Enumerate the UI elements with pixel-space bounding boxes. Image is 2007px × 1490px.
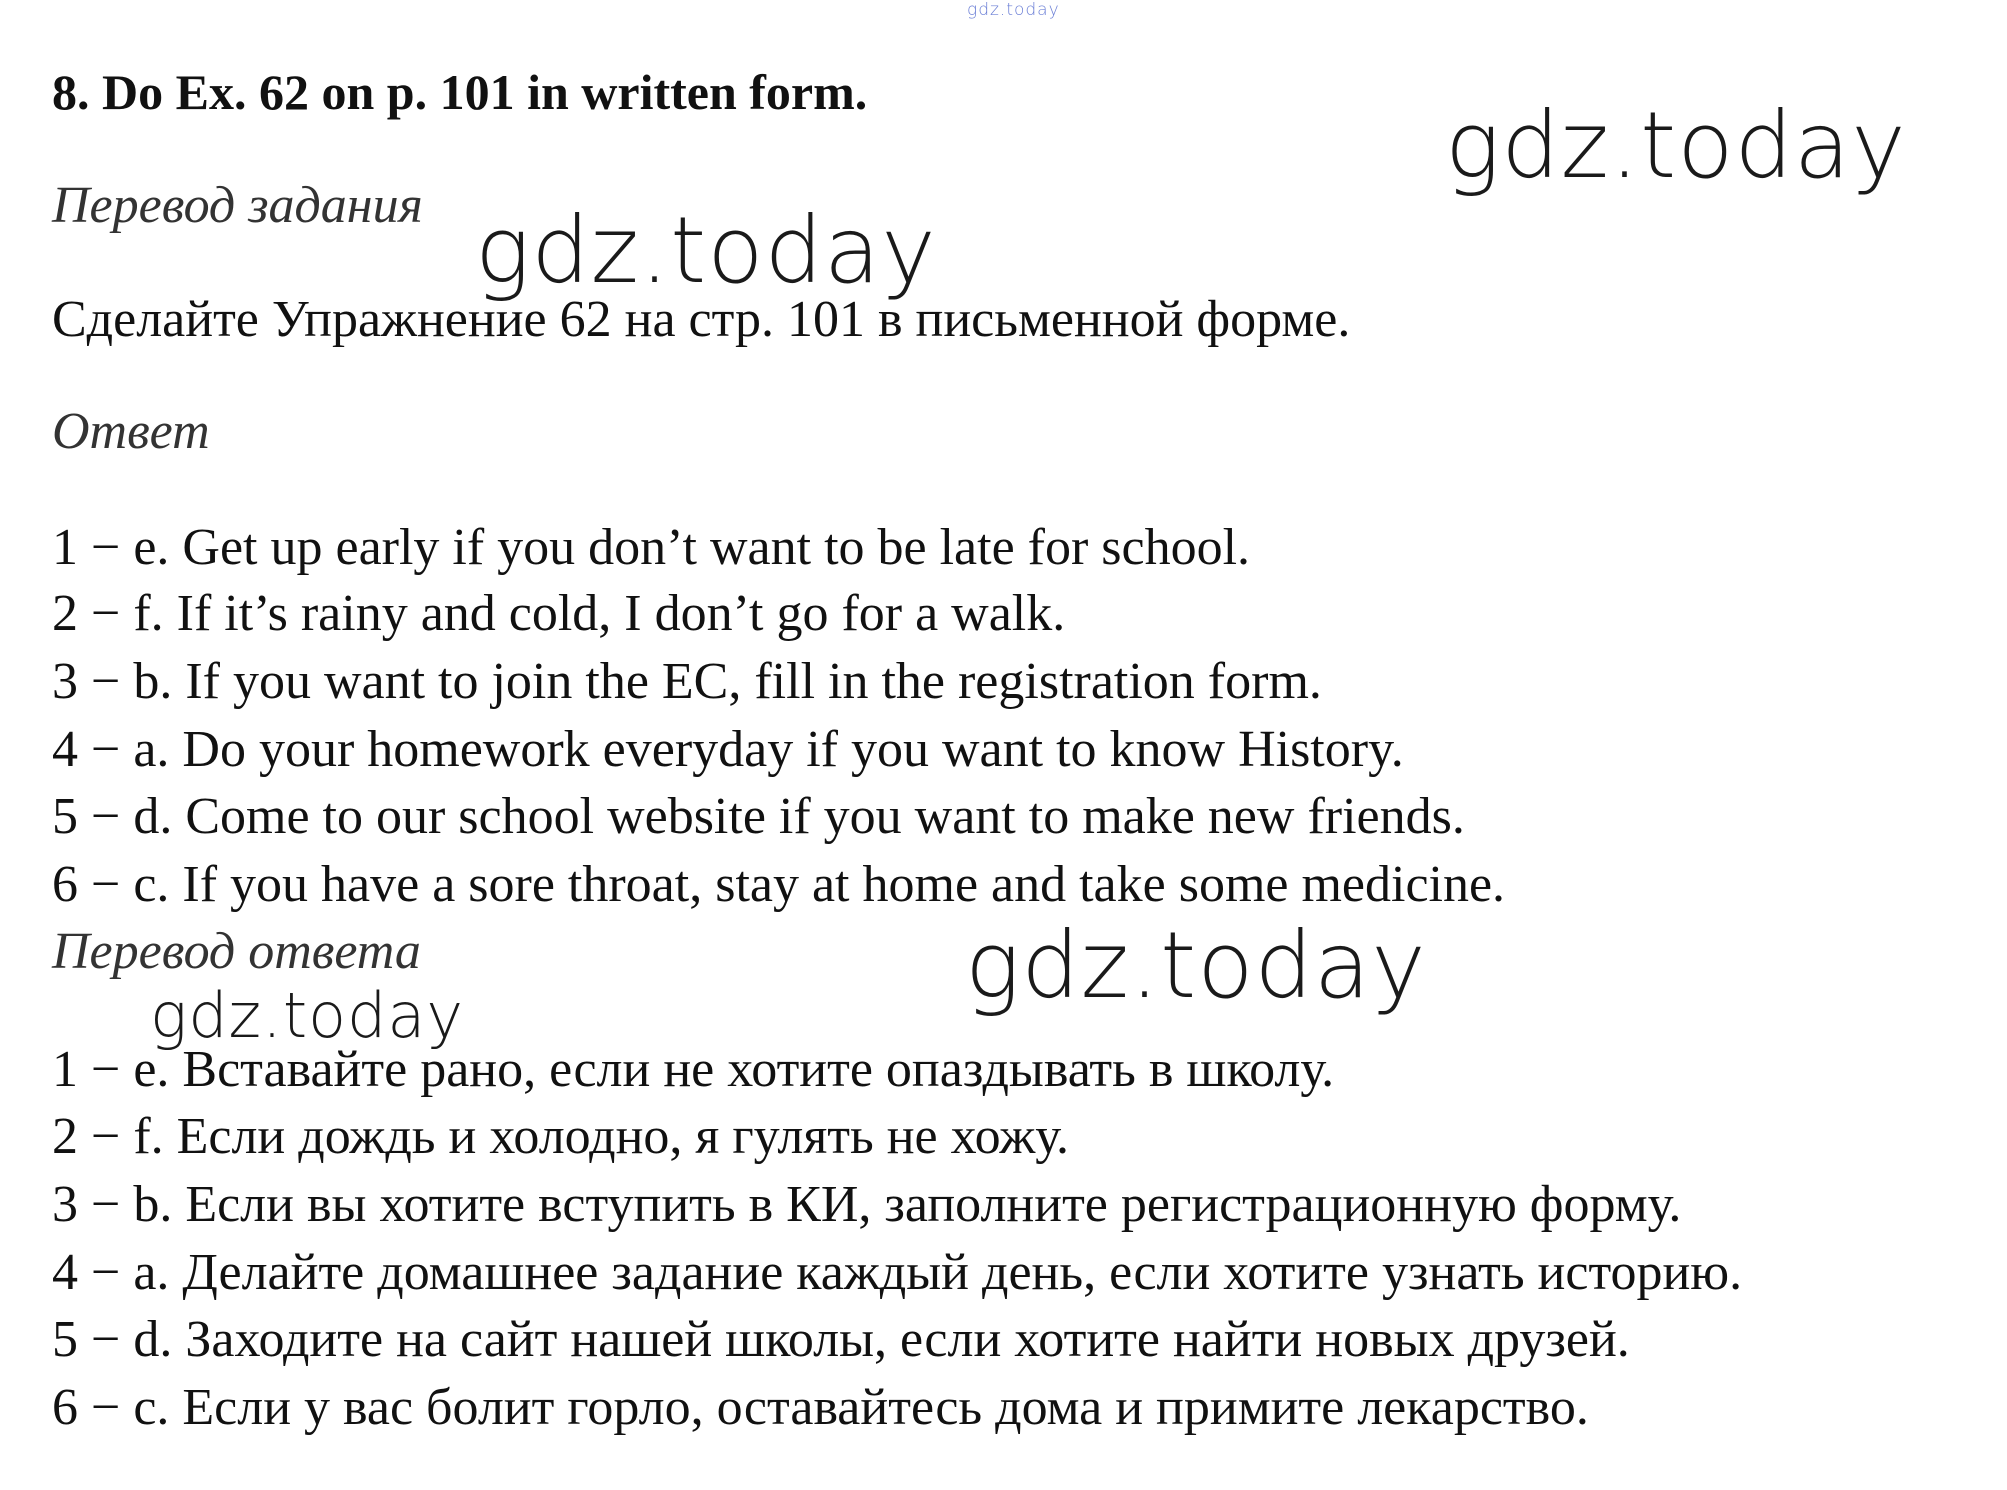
task-translation-text: Сделайте Упражнение 62 на стр. 101 в письменной форме. xyxy=(52,291,1351,348)
answer-translation-line: 3 − b. Если вы хотите вступить в КИ, заполните регистрационную форму. xyxy=(52,1176,1682,1233)
task-title: 8. Do Ex. 62 on p. 101 in written form. xyxy=(52,64,868,120)
answer-line: 4 − a. Do your homework everyday if you want to know History. xyxy=(52,721,1404,778)
answer-line: 1 − e. Get up early if you don’t want to be late for school. xyxy=(52,519,1251,576)
watermark-top-right: gdz.today xyxy=(1445,92,1907,199)
watermark-lower-left: gdz.today xyxy=(150,979,465,1052)
watermark-top-small: gdz.today xyxy=(967,0,1060,20)
answer-line: 6 − c. If you have a sore throat, stay at home and take some medicine. xyxy=(52,856,1506,913)
answer-translation-line: 4 − a. Делайте домашнее задание каждый день, если хотите узнать историю. xyxy=(52,1244,1743,1301)
task-translation-heading: Перевод задания xyxy=(52,177,423,234)
watermark-mid-left: gdz.today xyxy=(475,197,937,304)
watermark-center: gdz.today xyxy=(965,912,1427,1019)
answer-line: 3 − b. If you want to join the EC, fill in the registration form. xyxy=(52,653,1322,710)
answer-translation-line: 1 − e. Вставайте рано, если не хотите опаздывать в школу. xyxy=(52,1041,1335,1098)
answer-line: 5 − d. Come to our school website if you want to make new friends. xyxy=(52,788,1465,845)
answer-translation-line: 6 − c. Если у вас болит горло, оставайтесь дома и примите лекарство. xyxy=(52,1379,1589,1436)
answer-heading: Ответ xyxy=(52,403,210,460)
answer-translation-line: 5 − d. Заходите на сайт нашей школы, если хотите найти новых друзей. xyxy=(52,1311,1630,1368)
answer-line: 2 − f. If it’s rainy and cold, I don’t go for a walk. xyxy=(52,585,1066,642)
answer-translation-heading: Перевод ответа xyxy=(52,923,421,980)
answer-translation-line: 2 − f. Если дождь и холодно, я гулять не хожу. xyxy=(52,1108,1070,1165)
